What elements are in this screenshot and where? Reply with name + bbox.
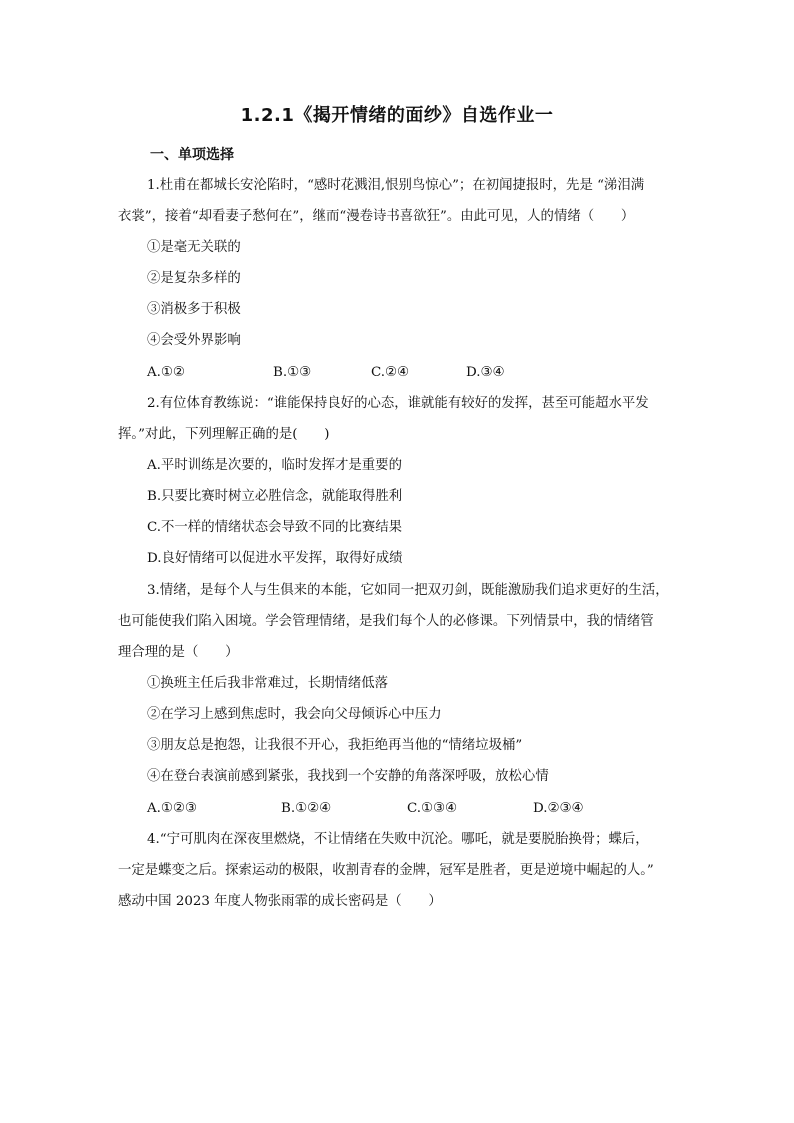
q1-item-2: ②是复杂多样的 [147,271,241,286]
page-title: 1.2.1《揭开情绪的面纱》自选作业一 [240,105,554,126]
q3-stem-line-2: 也可能使我们陷入困境。学会管理情绪，是我们每个人的必修课。下列情景中，我的情绪管 [118,614,654,629]
q1-item-3: ③消极多于积极 [147,302,241,317]
q2-stem-line-2: 挥。”对此，下列理解正确的是( ) [118,427,330,442]
q4-stem-line-2: 一定是蝶变之后。探索运动的极限，收割青春的金牌，冠军是胜者，更是逆境中崛起的人。” [118,863,654,878]
q3-item-4: ④在登台表演前感到紧张，我找到一个安静的角落深呼吸，放松心情 [147,769,549,784]
q1-choice-c: C.②④ [371,365,410,380]
q1-item-4: ④会受外界影响 [147,333,241,348]
q2-option-c: C.不一样的情绪状态会导致不同的比赛结果 [147,520,403,535]
q2-option-d: D.良好情绪可以促进水平发挥，取得好成绩 [147,551,403,566]
q1-choice-d: D.③④ [466,365,505,380]
q3-item-1: ①换班主任后我非常难过，长期情绪低落 [147,676,389,691]
q1-item-1: ①是毫无关联的 [147,240,241,255]
section-heading: 一、单项选择 [150,147,234,163]
q3-stem-line-3: 理合理的是（ ） [118,645,239,660]
q3-choice-b: B.①②④ [281,801,332,816]
q4-stem-line-1: 4.“宁可肌肉在深夜里燃烧，不让情绪在失败中沉沦。哪吒，就是要脱胎换骨；蝶后， [147,832,649,847]
q1-stem-line-1: 1.杜甫在都城长安沦陷时，“感时花溅泪,恨别鸟惊心”；在初闻捷报时，先是 “涕泪满 [147,178,645,193]
q2-option-a: A.平时训练是次要的，临时发挥才是重要的 [147,458,402,473]
q1-stem-line-2: 衣裳”，接着“却看妻子愁何在”，继而“漫卷诗书喜欲狂”。由此可见，人的情绪（ ） [118,209,635,224]
q4-stem-line-3: 感动中国 2023 年度人物张雨霏的成长密码是（ ） [118,894,442,909]
q1-choice-b: B.①③ [273,365,312,380]
q3-item-2: ②在学习上感到焦虑时，我会向父母倾诉心中压力 [147,707,442,722]
q3-choice-c: C.①③④ [407,801,458,816]
q3-choice-a: A.①②③ [147,801,197,816]
q2-option-b: B.只要比赛时树立必胜信念，就能取得胜利 [147,489,403,504]
q2-stem-line-1: 2.有位体育教练说：“谁能保持良好的心态，谁就能有较好的发挥，甚至可能超水平发 [147,396,649,411]
q3-item-3: ③朋友总是抱怨，让我很不开心，我拒绝再当他的“情绪垃圾桶” [147,738,523,753]
q3-stem-line-1: 3.情绪，是每个人与生俱来的本能，它如同一把双刃剑，既能激励我们追求更好的生活， [147,583,669,598]
q1-choice-a: A.①② [147,365,185,380]
q3-choice-d: D.②③④ [533,801,584,816]
